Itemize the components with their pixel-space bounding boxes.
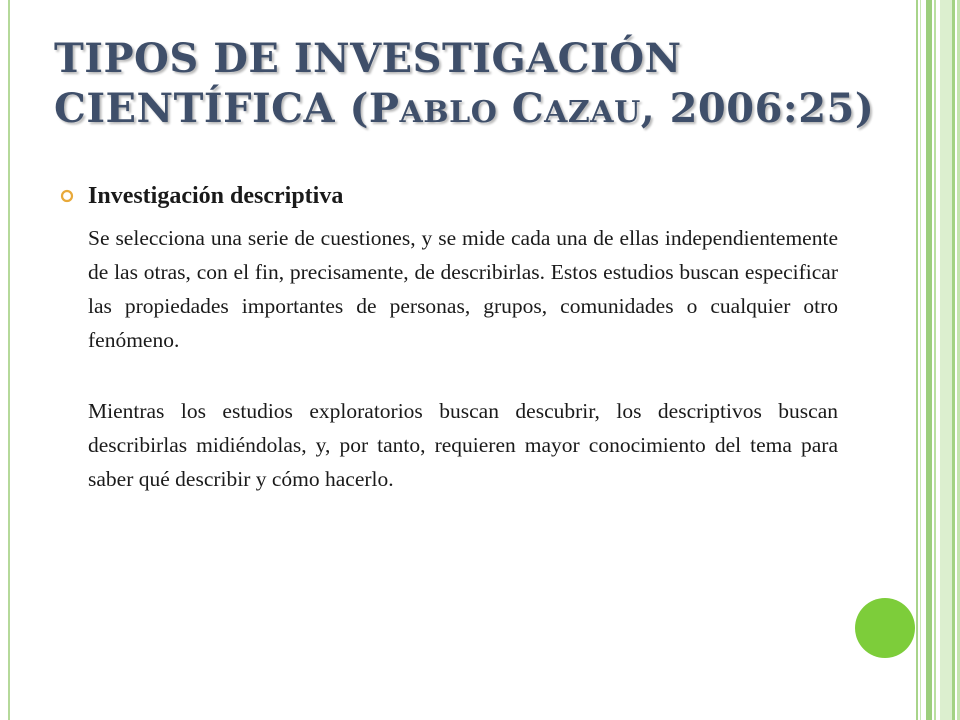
title-line-2-prefix: CIENTÍFICA (	[54, 85, 369, 132]
bullet-item	[60, 178, 343, 214]
left-border-line	[8, 0, 10, 720]
green-circle-decoration	[855, 598, 915, 658]
bullet-heading: Investigación descriptiva	[88, 182, 344, 209]
slide-title	[54, 34, 934, 138]
author-first-rest: ABLO	[399, 95, 498, 130]
title-line-1: TIPOS DE INVESTIGACIÓN	[54, 35, 682, 82]
author-first-initial: P	[368, 85, 400, 132]
paragraph-1: Se selecciona una serie de cuestiones, y se mide cada una de ellas independientemente de las otras, con el fin, precisamente, de describirlas. Estos estudios buscan especificar las propiedades importantes de personas, grupos, comunidades o cualquier otro fenómeno.	[88, 226, 838, 352]
author-last-initial: C	[511, 85, 545, 132]
stripe	[934, 0, 936, 720]
stripe	[952, 0, 955, 720]
author-last-rest: AZAU	[544, 95, 641, 130]
paragraph-2: Mientras los estudios exploratorios buscan descubrir, los descriptivos buscan describirlas midiéndolas, y, por tanto, requieren mayor conocimiento del tema para saber qué describir y cómo hacerlo.	[88, 399, 838, 491]
title-line-2-suffix: , 2006:25)	[640, 85, 875, 132]
stripe	[940, 0, 952, 720]
circle-outline-icon	[60, 189, 74, 203]
